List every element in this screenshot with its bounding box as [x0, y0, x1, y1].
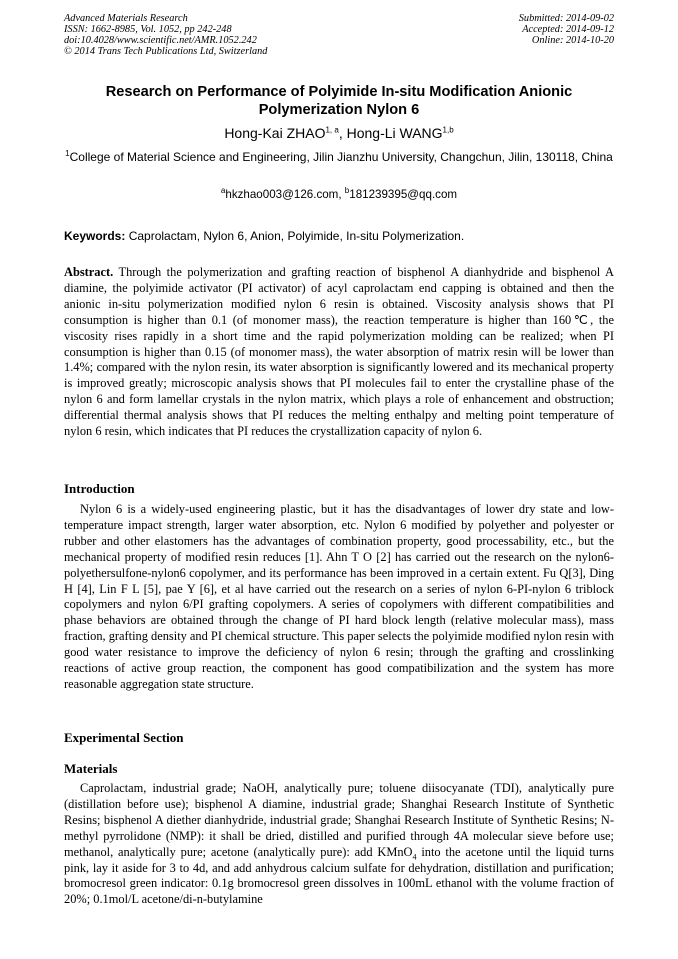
email-b: 181239395@qq.com — [349, 188, 458, 201]
author-1-affiliation-marker: 1, a — [325, 125, 339, 135]
introduction-heading: Introduction — [64, 481, 135, 496]
title-line-2: Polymerization Nylon 6 — [258, 102, 420, 118]
author-list — [60, 124, 618, 142]
title-line-1: Research on Performance of Polyimide In-situ Modification Anionic — [105, 84, 573, 100]
affiliation-marker: 1 — [65, 149, 70, 158]
abstract-label: Abstract. — [64, 265, 114, 279]
author-separator: , — [338, 125, 347, 141]
experimental-heading: Experimental Section — [64, 730, 184, 745]
keywords-text: Caprolactam, Nylon 6, Anion, Polyimide, In-situ Polymerization. — [125, 229, 465, 243]
author-emails — [64, 187, 614, 202]
publication-info — [64, 13, 267, 57]
keywords — [64, 229, 614, 244]
materials-text-part-2: into the acetone until the liquid turns pink, lay it aside for 3 to 4d, and add anhydrous calcium sulfate for dehydration, distillation and purification; bromocresol green indicator: 0.1g bromocresol green dissolves in 100mL ethanol with the volume fraction of 20%; 0.1mol/L acetone/di-n-butylamine — [64, 844, 614, 907]
author-2-name: Hong-Li WANG — [346, 125, 443, 141]
copyright-line: © 2014 Trans Tech Publications Ltd, Switzerland — [64, 46, 268, 57]
introduction-section — [64, 502, 614, 693]
abstract-text: Through the polymerization and grafting reaction of bisphenol A dianhydride and bisphenol A diamine, the polyimide activator (PI activator) of acyl caprolactam end capping is obtained and then the anionic in-situ polymerization modified nylon 6 resin is obtained. Viscosity analysis shows that PI consumption is higher than 0.1 (of monomer mass), the reaction temperature is higher than 160℃, the viscosity rises rapidly in a short time and the rapid polymerization molding can be realized; when PI consumption is higher than 0.15 (of monomer mass), the water absorption of matrix resin will be lower than 1.4%; compared with the nylon resin, its water absorption is significantly lowered and its mechanical property is improved greatly; microscopic analysis shows that PI molecules fail to enter the crystalline phase of the nylon 6 and form lamellar crystals in the nylon matrix, which plays a role of enhancement and obstruction; differential thermal analysis shows that PI reduces the melting enthalpy and melting point temperature of nylon 6 resin, which indicates that PI reduces the crystallization capacity of nylon 6. — [64, 265, 614, 439]
accepted-date: Accepted: 2014-09-12 — [522, 24, 614, 35]
materials-text-part-1: Caprolactam, industrial grade; NaOH, analytically pure; toluene diisocyanate (TDI), analytically pure (distillation before use); bisphenol A diamine, industrial grade; Shanghai Research Institute of Synthetic Resins; bisphenol A diether dianhydride, industrial grade; Shanghai Research Institute of Synthetic Resins; N-methyl pyrrolidone (NMP): it shall be dried, distilled and purified through 4A molecular sieve before use; methanol, analytically pure; acetone (analytically pure): add KMnO — [64, 781, 614, 859]
introduction-paragraph: Nylon 6 is a widely-used engineering plastic, but it has the disadvantages of lower dry state and low-temperature impact strength, larger water absorption, etc. Nylon 6 modified by polyether and polyester or rubber and other elastomers has the advantages of combination property, good processability, etc., but the mechanical property of modified resin reduces [1]. Ahn T O [2] has carried out the research on the nylon6-polyethersulfone-nylon6 copolymer, and its performance has been improved in a certain extent. Fu Q[3], Ding H [4], Lin F L [5], pae Y [6], et al have carried out the research on a series of nylon 6-PI-nylon 6 triblock copolymers and nylon 6/PI grafting copolymers. A series of copolymers with different compatibilities and phase behaviors are obtained through the change of PI hard block length (relative molecular mass), mass fraction, grafting density and PI chemical structure. This paper selects the polyimide modified nylon resin with good water resistance to improve the deficiency of nylon 6 resin; through the grafting and crosslinking reactions of active group reaction, the component has good compatibilization and the system has more reasonable aggregation state structure. — [64, 502, 614, 691]
author-2-affiliation-marker: 1,b — [442, 125, 454, 135]
journal-name: Advanced Materials Research — [64, 13, 188, 24]
email-b-marker: b — [344, 186, 350, 196]
publication-dates — [519, 13, 614, 46]
affiliation-text: College of Material Science and Engineering, Jilin Jianzhu University, Changchun, Jilin, 130118, China — [69, 150, 613, 164]
email-a: hkzhao003@126.com, — [225, 188, 345, 201]
materials-paragraph — [64, 781, 614, 908]
subscript-4: 4 — [412, 852, 417, 862]
keywords-label: Keywords: — [64, 229, 126, 243]
submitted-date: Submitted: 2014-09-02 — [518, 13, 614, 24]
online-date: Online: 2014-10-20 — [531, 35, 614, 46]
materials-section — [64, 781, 614, 908]
paper-title — [60, 83, 618, 119]
affiliation — [64, 149, 614, 165]
doi-line: doi:10.4028/www.scientific.net/AMR.1052.242 — [64, 35, 257, 46]
email-a-marker: a — [220, 186, 226, 196]
materials-heading: Materials — [64, 761, 118, 776]
abstract — [64, 265, 614, 440]
issn-line: ISSN: 1662-8985, Vol. 1052, pp 242-248 — [64, 24, 232, 35]
author-1-name: Hong-Kai ZHAO — [224, 125, 326, 141]
